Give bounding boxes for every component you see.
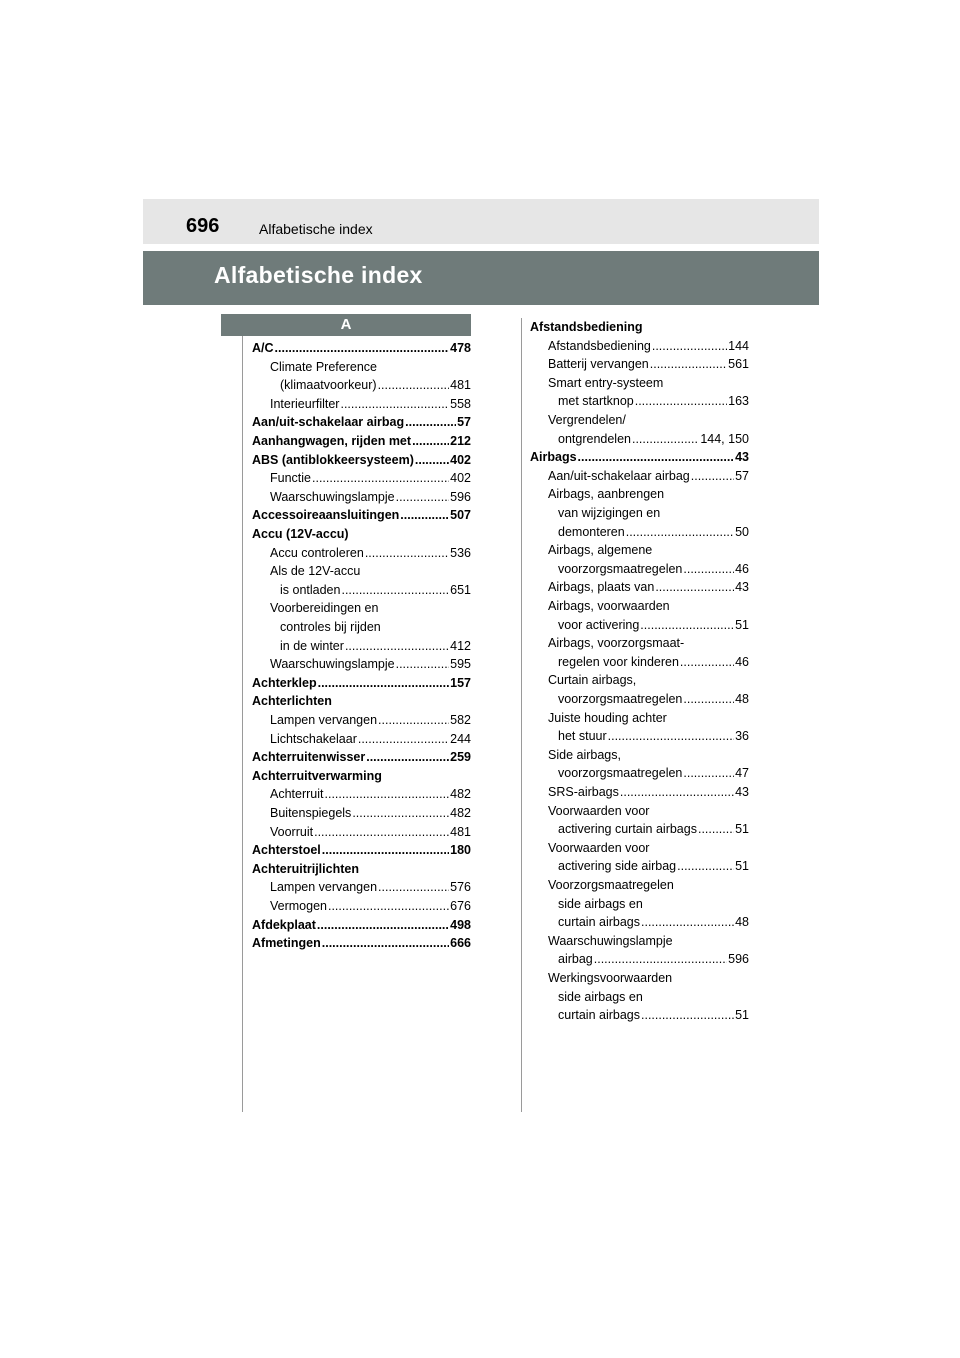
index-subentry xyxy=(252,656,471,672)
dot-leader xyxy=(366,749,449,765)
index-subentry xyxy=(530,896,749,912)
entry-label: Smart entry-systeem xyxy=(548,375,664,390)
dot-leader xyxy=(400,507,449,523)
page-reference: 498 xyxy=(450,917,471,932)
page-reference: 144 xyxy=(728,338,749,353)
index-subentry xyxy=(530,393,749,409)
index-subentry xyxy=(252,731,471,747)
index-subentry xyxy=(530,505,749,521)
dot-leader xyxy=(312,470,449,486)
index-subentry xyxy=(530,951,749,967)
index-entry xyxy=(252,749,471,765)
dot-leader xyxy=(341,582,449,598)
page-reference: 212 xyxy=(450,434,471,448)
dot-leader xyxy=(352,805,449,821)
dot-leader xyxy=(652,338,727,354)
entry-label: Voorzorgsmaatregelen xyxy=(548,878,674,892)
index-subentry xyxy=(252,805,471,821)
entry-label: Juiste houding achter xyxy=(548,710,667,725)
entry-label: Achterlichten xyxy=(252,694,332,709)
entry-label: met startknop xyxy=(558,394,634,409)
page-reference: 595 xyxy=(450,657,471,672)
index-subentry xyxy=(530,914,749,930)
dot-leader xyxy=(412,433,449,449)
index-subentry xyxy=(530,989,749,1005)
entry-label: Voorruit xyxy=(270,824,314,839)
index-entry xyxy=(252,507,471,523)
dot-leader xyxy=(405,414,456,430)
entry-label: Airbags, voorwaarden xyxy=(548,599,670,613)
entry-label: curtain airbags xyxy=(558,915,640,930)
page-reference: 402 xyxy=(450,471,471,486)
entry-label: ABS (antiblokkeersysteem) xyxy=(252,452,414,467)
dot-leader xyxy=(378,712,449,728)
index-subentry xyxy=(530,375,749,391)
index-subentry xyxy=(530,728,749,744)
page-reference: 51 xyxy=(735,1008,749,1023)
page-reference: 51 xyxy=(735,617,749,632)
index-subentry xyxy=(530,468,749,484)
dot-leader xyxy=(650,356,727,372)
entry-label: Airbags xyxy=(530,450,577,465)
index-entry xyxy=(252,917,471,933)
entry-label: Voorbereidingen en xyxy=(270,601,379,616)
page-reference: 561 xyxy=(728,357,749,372)
entry-label: in de winter xyxy=(280,638,344,653)
entry-label: Voorwaarden voor xyxy=(548,803,650,818)
page-reference: 402 xyxy=(450,452,471,467)
page-reference: 144, 150 xyxy=(700,431,749,446)
entry-label: Accessoireaansluitingen xyxy=(252,508,400,523)
index-subentry xyxy=(252,489,471,505)
entry-label: van wijzigingen en xyxy=(558,506,661,520)
entry-label: Aan/uit-schakelaar airbag xyxy=(548,468,690,483)
index-subentry xyxy=(530,561,749,577)
page-reference: 36 xyxy=(735,729,749,744)
dot-leader xyxy=(325,786,450,802)
index-subentry xyxy=(530,356,749,372)
page-reference: 412 xyxy=(450,638,471,653)
index-subentry xyxy=(530,431,749,447)
entry-label: Afstandsbediening xyxy=(548,338,651,353)
dot-leader xyxy=(594,951,727,967)
page-reference: 482 xyxy=(450,787,471,802)
index-subentry xyxy=(530,579,749,595)
dot-leader xyxy=(691,468,734,484)
entry-label: Airbags, voorzorgsmaat- xyxy=(548,636,685,651)
entry-label: regelen voor kinderen xyxy=(558,654,679,669)
entry-label: het stuur xyxy=(558,729,607,744)
page-reference: 47 xyxy=(735,766,749,781)
index-subentry xyxy=(252,786,471,802)
page-reference: 244 xyxy=(450,731,471,746)
index-subentry xyxy=(530,877,749,893)
page-reference: 481 xyxy=(450,378,471,393)
dot-leader xyxy=(632,431,699,447)
entry-label: Interieurfilter xyxy=(270,396,340,411)
page-reference: 536 xyxy=(450,545,471,560)
index-subentry xyxy=(252,470,471,486)
dot-leader xyxy=(620,784,734,800)
dot-leader xyxy=(345,638,449,654)
entry-label: Aanhangwagen, rijden met xyxy=(252,434,412,448)
page-number: 696 xyxy=(186,215,220,237)
entry-label: controles bij rijden xyxy=(280,620,381,634)
entry-label: voorzorgsmaatregelen xyxy=(558,561,683,576)
dot-leader xyxy=(378,879,449,895)
page-reference: 482 xyxy=(450,806,471,820)
index-subentry xyxy=(530,970,749,986)
entry-label: Accu controleren xyxy=(270,545,364,560)
index-subentry xyxy=(530,412,749,428)
entry-label: Functie xyxy=(270,471,311,486)
entry-label: side airbags en xyxy=(558,989,643,1004)
index-subentry xyxy=(252,563,471,579)
index-subentry xyxy=(530,747,749,763)
entry-label: Vergrendelen/ xyxy=(548,413,626,427)
index-subentry xyxy=(252,377,471,393)
index-subentry xyxy=(530,784,749,800)
dot-leader xyxy=(317,917,449,933)
section-letter: A xyxy=(221,314,471,336)
page-reference: 582 xyxy=(450,713,471,727)
entry-label: side airbags en xyxy=(558,896,643,911)
page-reference: 596 xyxy=(728,952,749,967)
index-entry xyxy=(252,452,471,468)
index-subentry xyxy=(530,821,749,837)
index-subentry xyxy=(252,898,471,914)
dot-leader xyxy=(641,1007,734,1023)
index-subentry xyxy=(530,803,749,819)
dot-leader xyxy=(683,691,734,707)
index-subentry xyxy=(530,858,749,874)
entry-label: Vermogen xyxy=(270,899,327,913)
index-subentry xyxy=(530,654,749,670)
entry-label: Achterruitverwarming xyxy=(252,768,382,783)
index-subentry xyxy=(252,619,471,635)
index-subentry xyxy=(530,691,749,707)
index-subentry xyxy=(530,486,749,502)
index-subentry xyxy=(530,840,749,856)
index-subentry xyxy=(530,542,749,558)
entry-label: Waarschuwingslampje xyxy=(548,933,673,948)
dot-leader xyxy=(358,731,449,747)
dot-leader xyxy=(578,449,735,465)
entry-label: SRS-airbags xyxy=(548,785,619,799)
entry-label: Lampen vervangen xyxy=(270,713,378,727)
dot-leader xyxy=(396,489,450,505)
dot-leader xyxy=(677,858,734,874)
index-entry xyxy=(252,414,471,430)
header-band xyxy=(143,199,819,244)
page-reference: 46 xyxy=(735,561,749,576)
dot-leader xyxy=(626,524,734,540)
dot-leader xyxy=(318,675,450,691)
index-subentry xyxy=(530,765,749,781)
running-title: Alfabetische index xyxy=(259,221,373,237)
index-subentry xyxy=(530,524,749,540)
entry-label: voorzorgsmaatregelen xyxy=(558,766,683,781)
index-subentry xyxy=(530,933,749,949)
entry-label: Airbags, aanbrengen xyxy=(548,487,665,502)
index-subentry xyxy=(252,545,471,561)
entry-label: is ontladen xyxy=(280,582,341,597)
entry-label: Achterruitenwisser xyxy=(252,750,366,765)
index-subentry xyxy=(530,598,749,614)
index-subentry xyxy=(530,617,749,633)
dot-leader xyxy=(698,821,734,837)
index-subentry xyxy=(530,635,749,651)
page-reference: 180 xyxy=(450,843,471,858)
page-reference: 576 xyxy=(450,880,471,895)
dot-leader xyxy=(275,340,450,356)
page-reference: 163 xyxy=(728,394,749,409)
entry-label: demonteren xyxy=(558,524,625,539)
dot-leader xyxy=(378,377,450,393)
page-reference: 157 xyxy=(450,675,471,690)
left-column-rule xyxy=(242,336,243,1112)
page-reference: 478 xyxy=(450,341,471,355)
entry-label: Achterklep xyxy=(252,675,317,690)
page-reference: 46 xyxy=(735,654,749,669)
index-subentry xyxy=(252,582,471,598)
entry-label: activering side airbag xyxy=(558,859,677,874)
entry-label: curtain airbags xyxy=(558,1008,640,1023)
index-subentry xyxy=(252,638,471,654)
entry-label: Achterstoel xyxy=(252,843,321,858)
dot-leader xyxy=(635,393,727,409)
entry-label: Curtain airbags, xyxy=(548,673,637,688)
index-entry xyxy=(252,842,471,858)
index-subentry xyxy=(252,359,471,375)
dot-leader xyxy=(640,617,734,633)
page-reference: 43 xyxy=(735,580,749,595)
entry-label: Climate Preference xyxy=(270,359,377,374)
page-reference: 651 xyxy=(450,582,471,597)
entry-label: Aan/uit-schakelaar airbag xyxy=(252,415,405,430)
entry-label: Voorwaarden voor xyxy=(548,840,650,855)
dot-leader xyxy=(683,561,734,577)
entry-label: Werkingsvoorwaarden xyxy=(548,971,673,985)
dot-leader xyxy=(322,842,449,858)
index-entry xyxy=(252,935,471,951)
index-entry xyxy=(252,433,471,449)
dot-leader xyxy=(365,545,449,561)
index-subentry xyxy=(252,712,471,728)
index-subentry xyxy=(530,672,749,688)
index-entry xyxy=(252,693,471,709)
entry-label: voor activering xyxy=(558,617,640,632)
index-subentry xyxy=(530,338,749,354)
entry-label: Afmetingen xyxy=(252,936,321,951)
page-reference: 43 xyxy=(735,450,749,465)
entry-label: Accu (12V-accu) xyxy=(252,527,349,541)
index-entry xyxy=(530,449,749,465)
index-entry xyxy=(252,861,471,877)
entry-label: ontgrendelen xyxy=(558,431,631,446)
index-subentry xyxy=(252,824,471,840)
dot-leader xyxy=(683,765,734,781)
page-reference: 57 xyxy=(735,468,749,483)
page-reference: 507 xyxy=(450,508,471,523)
page-reference: 481 xyxy=(450,824,471,839)
index-subentry xyxy=(252,879,471,895)
entry-label: Waarschuwingslampje xyxy=(270,489,395,504)
page-reference: 51 xyxy=(735,859,749,874)
index-entry xyxy=(252,675,471,691)
page-reference: 57 xyxy=(457,415,471,430)
index-entry xyxy=(252,526,471,542)
page-reference: 48 xyxy=(735,915,749,930)
entry-label: Achteruitrijlichten xyxy=(252,861,359,876)
entry-label: Airbags, algemene xyxy=(548,543,653,558)
page-reference: 50 xyxy=(735,524,749,539)
dot-leader xyxy=(328,898,449,914)
entry-label: (klimaatvoorkeur) xyxy=(280,378,377,393)
entry-label: airbag xyxy=(558,952,593,967)
index-subentry xyxy=(530,710,749,726)
dot-leader xyxy=(314,824,449,840)
page-reference: 558 xyxy=(450,396,471,411)
dot-leader xyxy=(641,914,734,930)
page-reference: 666 xyxy=(450,936,471,951)
index-subentry xyxy=(252,600,471,616)
page-reference: 43 xyxy=(735,785,749,799)
dot-leader xyxy=(415,452,449,468)
page-reference: 596 xyxy=(450,489,471,504)
entry-label: voorzorgsmaatregelen xyxy=(558,692,683,706)
entry-label: Airbags, plaats van xyxy=(548,580,655,595)
entry-label: Lampen vervangen xyxy=(270,880,378,895)
dot-leader xyxy=(608,728,734,744)
entry-label: Buitenspiegels xyxy=(270,806,352,820)
page-reference: 51 xyxy=(735,822,749,837)
dot-leader xyxy=(396,656,450,672)
index-subentry xyxy=(252,396,471,412)
entry-label: Afdekplaat xyxy=(252,917,316,932)
entry-label: Batterij vervangen xyxy=(548,357,649,372)
dot-leader xyxy=(340,396,449,412)
index-entry xyxy=(530,319,749,335)
page-title: Alfabetische index xyxy=(214,262,423,288)
entry-label: activering curtain airbags xyxy=(558,822,697,837)
page-reference: 48 xyxy=(735,692,749,706)
page-reference: 259 xyxy=(450,750,471,765)
entry-label: Achterruit xyxy=(270,787,324,802)
index-entry xyxy=(252,768,471,784)
entry-label: Waarschuwingslampje xyxy=(270,657,395,672)
dot-leader xyxy=(655,579,734,595)
dot-leader xyxy=(680,654,734,670)
entry-label: Lichtschakelaar xyxy=(270,731,357,746)
entry-label: A/C xyxy=(252,341,274,355)
dot-leader xyxy=(322,935,449,951)
page-reference: 676 xyxy=(450,899,471,913)
index-subentry xyxy=(530,1007,749,1023)
index-entry xyxy=(252,340,471,356)
entry-label: Als de 12V-accu xyxy=(270,564,361,579)
entry-label: Side airbags, xyxy=(548,747,621,762)
entry-label: Afstandsbediening xyxy=(530,320,643,334)
right-column-rule xyxy=(521,318,522,1112)
